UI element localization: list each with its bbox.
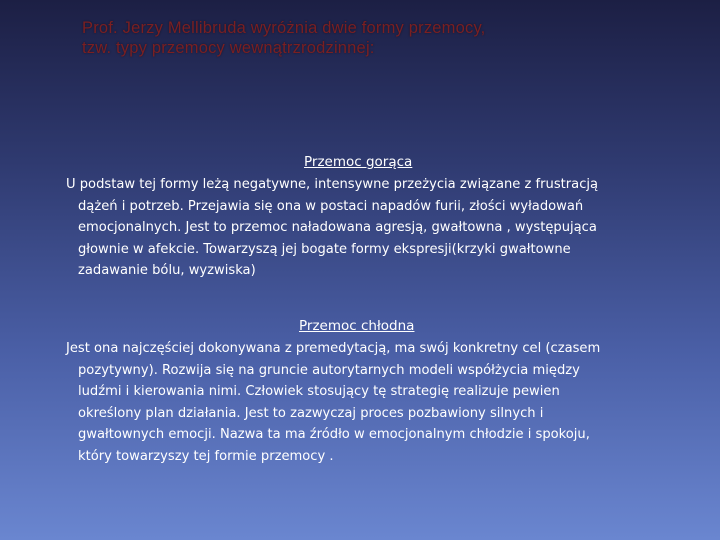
paragraph-line: U podstaw tej formy leżą negatywne, intensywne przeżycia związane z frustracją	[66, 177, 599, 192]
paragraph-hot-violence	[66, 174, 598, 282]
paragraph-line: Jest ona najczęściej dokonywana z premedytacją, ma swój konkretny cel (czasem	[66, 341, 601, 356]
paragraph-line: dążeń i potrzeb. Przejawia się ona w postaci napadów furii, złości wyładowań	[78, 198, 584, 214]
section-heading-hot-violence: Przemoc gorąca	[304, 154, 413, 170]
paragraph-line: emocjonalnych. Jest to przemoc naładowana agresją, gwałtowna , występująca	[78, 220, 597, 235]
slide-title	[82, 18, 642, 58]
paragraph-line: który towarzyszy tej formie przemocy .	[78, 448, 334, 464]
slide-title-line-1: Prof. Jerzy Mellibruda wyróżnia dwie formy przemocy,	[82, 19, 486, 37]
section-heading-cold-violence: Przemoc chłodna	[299, 318, 415, 334]
paragraph-line: zadawanie bólu, wyzwiska)	[78, 263, 256, 278]
slide-title-line-2: tzw. typy przemocy wewnątrzrodzinnej:	[82, 39, 375, 57]
paragraph-line: określony plan działania. Jest to zazwyczaj proces pozbawiony silnych i	[78, 405, 544, 421]
paragraph-cold-violence	[66, 338, 600, 467]
paragraph-line: pozytywny). Rozwija się na gruncie autorytarnych modeli współżycia między	[78, 362, 580, 378]
paragraph-line: gwałtownych emocji. Nazwa ta ma źródło w emocjonalnym chłodzie i spokoju,	[78, 427, 590, 442]
paragraph-line: ludźmi i kierowania nimi. Człowiek stosujący tę strategię realizuje pewien	[78, 384, 560, 399]
paragraph-line: głownie w afekcie. Towarzyszą jej bogate formy ekspresji(krzyki gwałtowne	[78, 241, 571, 257]
